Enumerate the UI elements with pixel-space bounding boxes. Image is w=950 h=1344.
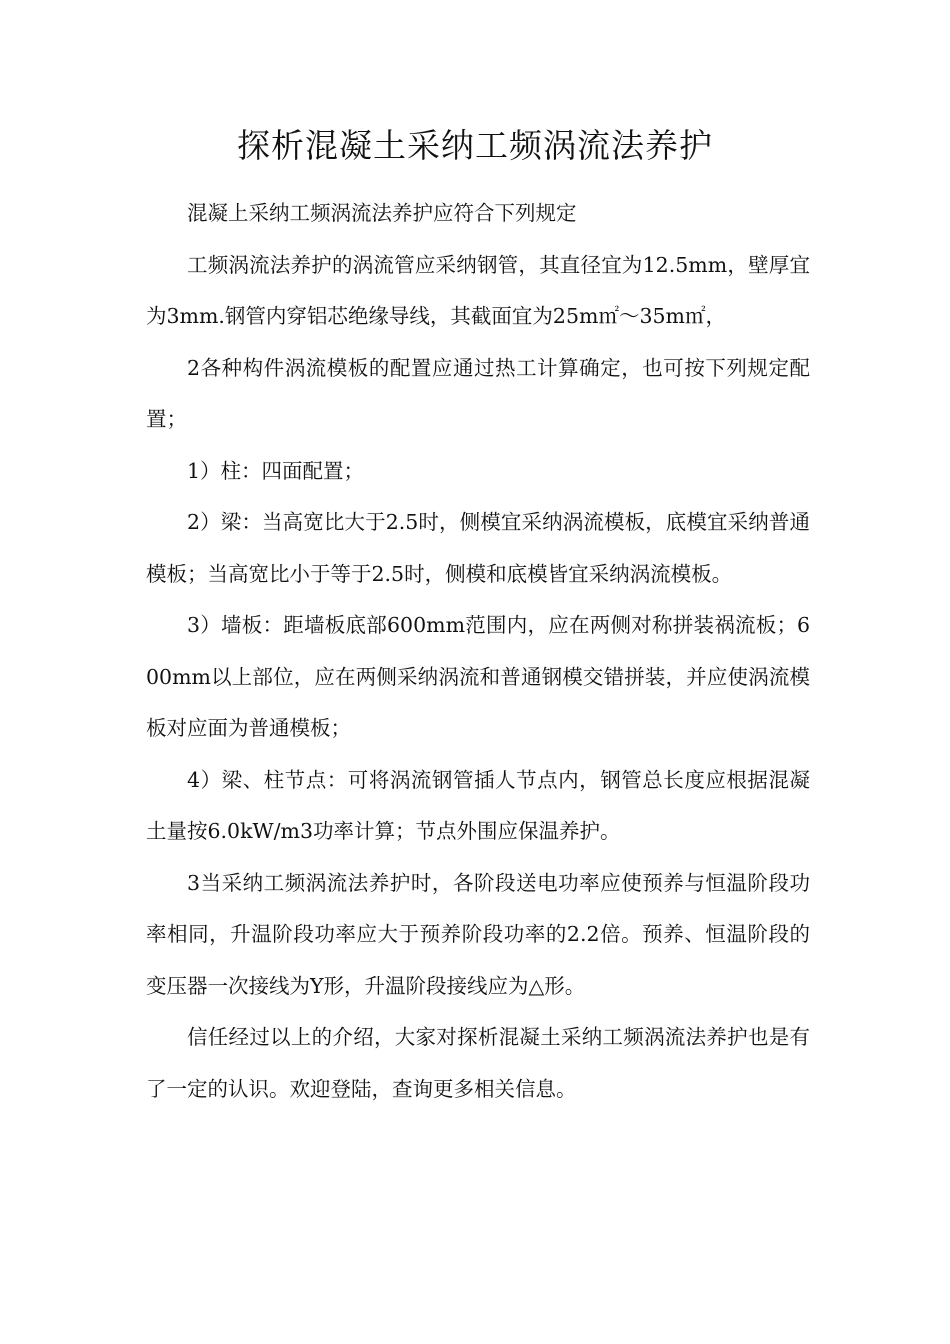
paragraph-conclusion: 信任经过以上的介绍，大家对探析混凝土采纳工频涡流法养护也是有了一定的认识。欢迎登陆，查询更多相关信息。 (146, 1025, 810, 1101)
paragraph-column: 1）柱：四面配置； (187, 458, 365, 483)
paragraph-wall-panel: 3）墙板：距墙板底部600mm范围内，应在两侧对称拼装祸流板；600mm以上部位，应在两侧采纳涡流和普通钢模交错拼装，并应使涡流模板对应面为普通模板； (146, 613, 810, 740)
paragraph-template-config: 2各种构件涡流模板的配置应通过热工计算确定，也可按下列规定配置； (146, 355, 810, 431)
paragraph-joint: 4）梁、柱节点：可将涡流钢管插人节点内，钢管总长度应根据混凝土量按6.0kW/m3功率计算；节点外围应保温养护。 (146, 767, 810, 843)
paragraph-pipe-spec: 工频涡流法养护的涡流管应采纳钢管，其直径宜为12.5mm，壁厚宜为3mm.钢管内穿铝芯绝缘导线，其截面宜为25m㎡～35m㎡， (146, 252, 810, 328)
document-body (146, 188, 810, 1115)
paragraph-power-stages: 3当采纳工频涡流法养护时，各阶段送电功率应使预养与恒温阶段功率相同，升温阶段功率应大于预养阶段功率的2.2倍。预养、恒温阶段的变压器一次接线为Y形，升温阶段接线应为△形。 (146, 870, 810, 998)
paragraph-intro: 混凝上采纳工频涡流法养护应符合下列规定 (187, 201, 577, 225)
paragraph-beam: 2）梁：当高宽比大于2.5时，侧模宜采纳涡流模板，底模宜采纳普通模板；当高宽比小于等于2.5时，侧模和底模皆宜采纳涡流模板。 (146, 510, 810, 586)
document-title: 探析混凝土采纳工频涡流法养护 (237, 126, 713, 165)
